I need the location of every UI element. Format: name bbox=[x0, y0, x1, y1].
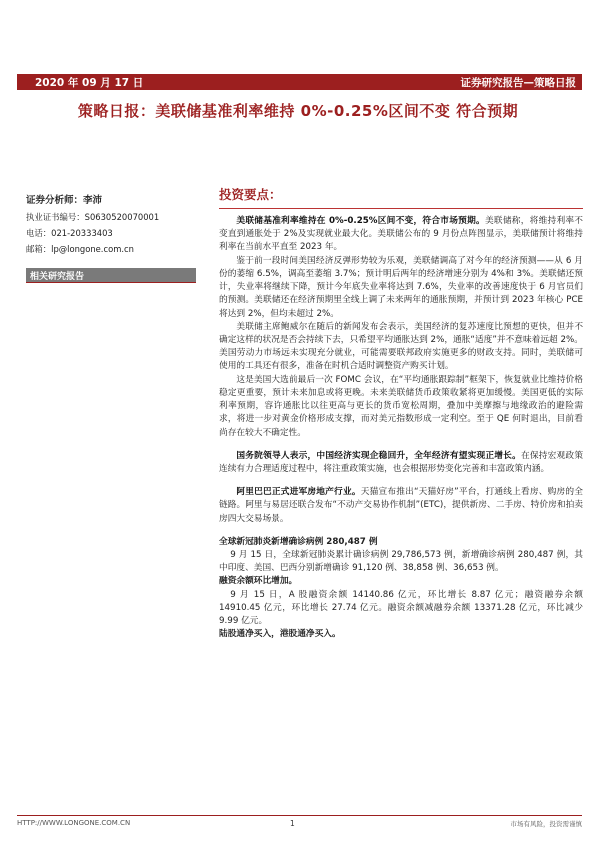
key-points-heading: 投资要点： bbox=[219, 187, 282, 202]
spacer bbox=[219, 526, 583, 536]
risk-note: 市场有风险，投资需谨慎 bbox=[510, 820, 582, 828]
paragraph-alibaba-body: 天猫宣布推出“天猫好房”平台，打通线上看房、购房的全链路。阿里与易居还联合发布“不动产交易协作机制”(ETC)，提供新房、二手房、特价房和拍卖房四大交易场景。 bbox=[219, 487, 583, 524]
paragraph-alibaba bbox=[219, 486, 583, 526]
paragraph-fed-rate-lead: 美联储基准利率维持在 0%-0.25%区间不变，符合市场预期。 bbox=[236, 216, 485, 226]
spacer bbox=[219, 440, 583, 450]
related-reports-label: 相关研究报告 bbox=[30, 272, 85, 282]
report-date: 2020 年 09 月 17 日 bbox=[35, 77, 144, 89]
covid-heading: 全球新冠肺炎新增确诊病例 280,487 例 bbox=[219, 536, 378, 547]
footer-rule bbox=[17, 815, 582, 816]
main-content bbox=[219, 185, 583, 642]
paragraph-fomc: 这是美国大选前最后一次 FOMC 会议，在“平均通胀跟踪制”框架下，恢复就业比维持价格稳定更重要，预计未来加息或将更晚。未来美联储货币政策收紧将更加缓慢。美国更低的实际利率预期，容许通胀比以往更高与更长的货币宽松周期，叠加中美摩擦与地缘政治的避险需求，将进一步对黄金价格形成支撑，而对美元指数形成一定利空。至于 QE 何时退出，目前看尚存在较大不确定性。 bbox=[219, 374, 583, 438]
page-number: 1 bbox=[290, 819, 295, 828]
related-reports-rule bbox=[26, 282, 196, 283]
footer-url: HTTP://WWW.LONGONE.COM.CN bbox=[17, 819, 131, 827]
paragraph-china-economy bbox=[219, 450, 583, 476]
license-number: 执业证书编号：S0630520070001 bbox=[26, 212, 160, 222]
phone-number: 电话：021-20333403 bbox=[26, 228, 113, 238]
paragraph-china-economy-body: 在保持宏观政策连续有力合理适度过程中，将注重政策实施，也会根据形势变化完善和丰富政策内涵。 bbox=[219, 450, 584, 474]
report-series: 证券研究报告—策略日报 bbox=[460, 77, 576, 89]
paragraph-fed-rate-body: 美联储称，将维持利率不变直到通胀处于 2%及实现就业最大化。美联储公布的 9 月份点阵图显示，美联储预计将维持利率在当前水平直至 2023 年。 bbox=[219, 216, 583, 253]
margin-heading: 融资余额环比增加。 bbox=[219, 576, 298, 587]
report-title: 策略日报：美联储基准利率维持 0%-0.25%区间不变 符合预期 bbox=[77, 102, 519, 120]
paragraph-china-economy-lead: 国务院领导人表示，中国经济实现企稳回升，全年经济有望实现正增长。 bbox=[236, 450, 521, 461]
header-bar bbox=[17, 74, 582, 90]
margin-text: 9 月 15 日，A 股融资余额 14140.86 亿元，环比增长 8.87 亿元；融资融券余额 14910.45 亿元，环比增长 27.74 亿元。融资余额减融券余额 13371.28 亿元，环比减少 9.99 亿元。 bbox=[219, 589, 583, 627]
related-reports-bar bbox=[26, 268, 196, 282]
heading-rule bbox=[219, 208, 583, 209]
analyst-sidebar bbox=[26, 192, 196, 259]
email-address: 邮箱：lp@longone.com.cn bbox=[26, 244, 134, 254]
paragraph-fed-rate bbox=[219, 215, 583, 255]
paragraph-alibaba-lead: 阿里巴巴正式进军房地产行业。 bbox=[236, 487, 361, 498]
spacer bbox=[219, 476, 583, 486]
paragraph-fed-forecast: 鉴于前一段时间美国经济反弹形势较为乐观，美联储调高了对今年的经济预测——从 6 月份的萎缩 6.5%，调高至萎缩 3.7%；预计明后两年的经济增速分别为 4%和 3%。美联储还预计，失业率将继续下降，预计今年底失业率将达到 7.6%，失业率的改善速度快于 6 月官员们的预测。美联储还在经济预期里全线上调了未来两年的通胀预期，并预计到 2023 年核心 PCE 将达到 2%，但均未超过 2%。 bbox=[219, 255, 583, 319]
covid-text: 9 月 15 日，全球新冠肺炎累计确诊病例 29,786,573 例，新增确诊病例 280,487 例，其中印度、美国、巴西分别新增确诊 91,120 例、38,858 例、36,653 例。 bbox=[219, 550, 583, 574]
connect-heading: 陆股通净买入，港股通净买入。 bbox=[219, 629, 341, 640]
paragraph-powell: 美联储主席鲍威尔在随后的新闻发布会表示，美国经济的复苏速度比预想的更快，但并不确定这样的状况是否会持续下去，只希望平均通胀达到 2%，通胀“适度”并不意味着远超 2%。美国劳动力市场远未实现充分就业，可能需要联邦政府实施更多的财政支持。同时，美联储可使用的工具还有很多，准备在时机合适时调整资产购买计划。 bbox=[219, 321, 583, 372]
analyst-name: 证券分析师：李沛 bbox=[26, 195, 103, 206]
